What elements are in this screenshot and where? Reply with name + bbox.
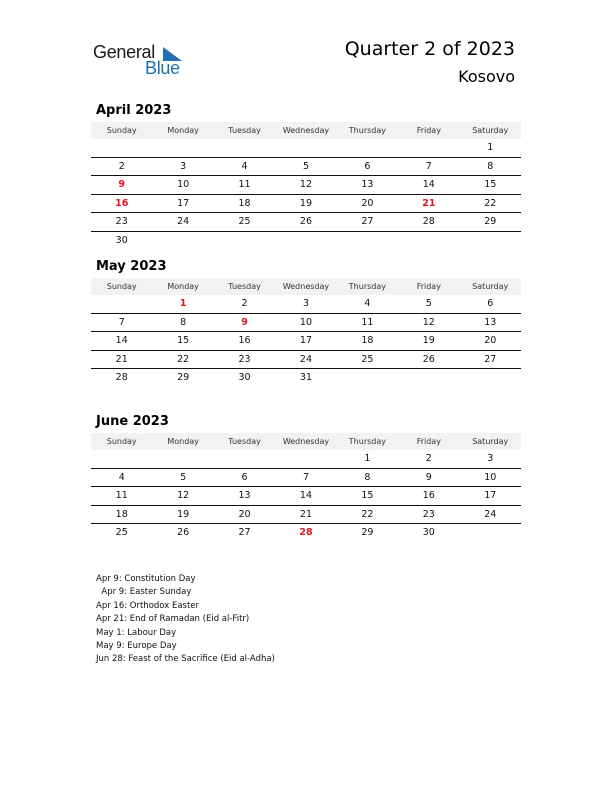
weekday-header-row [91, 278, 521, 295]
week-row [91, 506, 521, 525]
week-row [91, 351, 521, 370]
weekday-header-row [91, 122, 521, 139]
holiday-entry: Apr 16: Orthodox Easter [96, 600, 200, 611]
day-cell: 27 [238, 527, 251, 539]
holiday-entry: Apr 21: End of Ramadan (Eid al-Fitr) [96, 614, 250, 625]
holiday-entry: Apr 9: Constitution Day [96, 574, 196, 584]
day-cell: 29 [361, 527, 374, 539]
weekday-label: Sunday [106, 126, 137, 135]
holiday-day-cell: 1 [179, 298, 187, 310]
day-cell: 17 [177, 197, 190, 209]
week-row [91, 295, 521, 314]
day-cell: 11 [361, 316, 374, 328]
generalblue-logo [93, 42, 193, 78]
day-cell: 26 [177, 527, 190, 539]
day-cell: 27 [361, 216, 374, 228]
day-cell: 13 [484, 316, 497, 328]
holiday-day-cell: 21 [422, 197, 436, 209]
holiday-day-cell: 9 [118, 179, 126, 191]
day-cell: 19 [177, 508, 190, 520]
weekday-label: Monday [167, 126, 199, 135]
month-calendar-april [91, 103, 521, 249]
day-cell: 11 [238, 179, 251, 191]
day-cell: 21 [299, 508, 313, 520]
day-cell: 9 [425, 471, 432, 483]
day-cell: 10 [484, 471, 497, 483]
day-cell: 13 [361, 179, 374, 191]
day-cell: 7 [425, 160, 432, 172]
day-cell: 30 [422, 527, 435, 539]
month-title: April 2023 [96, 103, 172, 118]
week-row [91, 213, 521, 232]
weekday-label: Tuesday [228, 282, 261, 291]
weekday-label: Sunday [106, 282, 137, 291]
day-cell: 23 [422, 508, 435, 520]
day-cell: 11 [115, 490, 128, 502]
weekday-label: Monday [167, 282, 199, 291]
weekday-label: Saturday [472, 126, 509, 135]
day-cell: 15 [361, 490, 374, 502]
day-cell: 5 [180, 471, 187, 483]
day-cell: 26 [299, 216, 313, 228]
day-cell: 10 [299, 316, 313, 328]
day-cell: 19 [422, 335, 435, 347]
week-row [91, 139, 521, 158]
day-cell: 8 [487, 160, 494, 172]
day-cell: 4 [118, 471, 125, 483]
day-cell: 5 [302, 160, 309, 172]
day-cell: 28 [422, 216, 435, 228]
week-row [91, 314, 521, 333]
weekday-label: Friday [416, 437, 441, 446]
week-row [91, 176, 521, 195]
day-cell: 6 [487, 298, 494, 310]
day-cell: 14 [422, 179, 435, 191]
day-cell: 18 [238, 197, 251, 209]
day-cell: 30 [238, 372, 251, 384]
day-cell: 22 [177, 353, 190, 365]
holiday-entry: May 9: Europe Day [96, 641, 177, 652]
day-cell: 8 [180, 316, 187, 328]
day-cell: 14 [115, 335, 128, 347]
weekday-header-row [91, 433, 521, 450]
page-title: Quarter 2 of 2023 [344, 38, 515, 60]
weekday-label: Saturday [472, 437, 509, 446]
weekday-label: Monday [167, 437, 199, 446]
weekday-label: Thursday [348, 437, 386, 446]
month-calendar-june [91, 414, 521, 542]
day-cell: 24 [177, 216, 190, 228]
week-row [91, 195, 521, 214]
day-cell: 12 [177, 490, 190, 502]
day-cell: 4 [364, 298, 371, 310]
week-row [91, 450, 521, 469]
week-row [91, 158, 521, 177]
day-cell: 20 [484, 335, 497, 347]
weekday-label: Tuesday [228, 126, 261, 135]
weekday-label: Saturday [472, 282, 509, 291]
week-row [91, 487, 521, 506]
day-cell: 18 [115, 508, 128, 520]
day-cell: 2 [425, 453, 432, 465]
day-cell: 27 [484, 353, 497, 365]
day-cell: 12 [299, 179, 313, 191]
day-cell: 22 [361, 508, 374, 520]
weekday-label: Wednesday [282, 126, 330, 135]
day-cell: 6 [241, 471, 248, 483]
day-cell: 8 [364, 471, 371, 483]
day-cell: 4 [241, 160, 248, 172]
day-cell: 1 [487, 142, 494, 154]
day-cell: 14 [299, 490, 313, 502]
day-cell: 2 [241, 298, 248, 310]
day-cell: 16 [422, 490, 435, 502]
day-cell: 15 [484, 179, 497, 191]
weekday-label: Thursday [348, 282, 386, 291]
day-cell: 18 [361, 335, 374, 347]
day-cell: 2 [118, 160, 125, 172]
holiday-entry: Apr 9: Easter Sunday [96, 587, 192, 598]
day-cell: 24 [299, 353, 313, 365]
weekday-label: Thursday [348, 126, 386, 135]
day-cell: 31 [299, 372, 313, 384]
day-cell: 3 [302, 298, 309, 310]
day-cell: 7 [302, 471, 309, 483]
day-cell: 13 [238, 490, 251, 502]
weekday-label: Tuesday [228, 437, 261, 446]
day-cell: 22 [484, 197, 497, 209]
month-title: June 2023 [96, 414, 169, 429]
day-cell: 24 [484, 508, 497, 520]
day-cell: 28 [115, 372, 128, 384]
day-cell: 3 [487, 453, 494, 465]
weekday-label: Wednesday [282, 282, 330, 291]
day-cell: 23 [115, 216, 128, 228]
day-cell: 25 [115, 527, 128, 539]
week-row [91, 332, 521, 351]
day-cell: 10 [177, 179, 190, 191]
day-cell: 1 [364, 453, 371, 465]
logo-text-blue: Blue [145, 58, 180, 78]
day-cell: 20 [238, 508, 251, 520]
page-subtitle: Kosovo [458, 67, 515, 86]
logo-text-general: General [93, 42, 155, 62]
holiday-entry: Jun 28: Feast of the Sacrifice (Eid al-Adha) [96, 654, 275, 665]
month-title: May 2023 [96, 259, 167, 274]
holiday-day-cell: 9 [241, 316, 248, 328]
day-cell: 16 [238, 335, 251, 347]
day-cell: 30 [115, 234, 128, 246]
weekday-label: Wednesday [282, 437, 330, 446]
day-cell: 17 [484, 490, 497, 502]
weekday-label: Sunday [106, 437, 137, 446]
day-cell: 17 [299, 335, 313, 347]
day-cell: 29 [484, 216, 497, 228]
week-row [91, 524, 521, 542]
day-cell: 20 [361, 197, 374, 209]
day-cell: 25 [361, 353, 374, 365]
week-row [91, 469, 521, 488]
day-cell: 6 [364, 160, 371, 172]
holiday-list [96, 573, 275, 667]
day-cell: 26 [422, 353, 435, 365]
weekday-label: Friday [416, 282, 441, 291]
day-cell: 21 [115, 353, 128, 365]
day-cell: 5 [425, 298, 432, 310]
month-calendar-may [91, 259, 521, 387]
day-cell: 19 [299, 197, 313, 209]
holiday-day-cell: 16 [115, 197, 129, 209]
holiday-entry: May 1: Labour Day [96, 627, 177, 638]
day-cell: 29 [177, 372, 190, 384]
day-cell: 3 [180, 160, 187, 172]
holiday-day-cell: 28 [299, 527, 313, 539]
day-cell: 15 [177, 335, 190, 347]
day-cell: 12 [422, 316, 435, 328]
day-cell: 25 [238, 216, 251, 228]
week-row [91, 369, 521, 387]
day-cell: 23 [238, 353, 251, 365]
weekday-label: Friday [416, 126, 441, 135]
week-row [91, 232, 521, 250]
day-cell: 7 [118, 316, 125, 328]
